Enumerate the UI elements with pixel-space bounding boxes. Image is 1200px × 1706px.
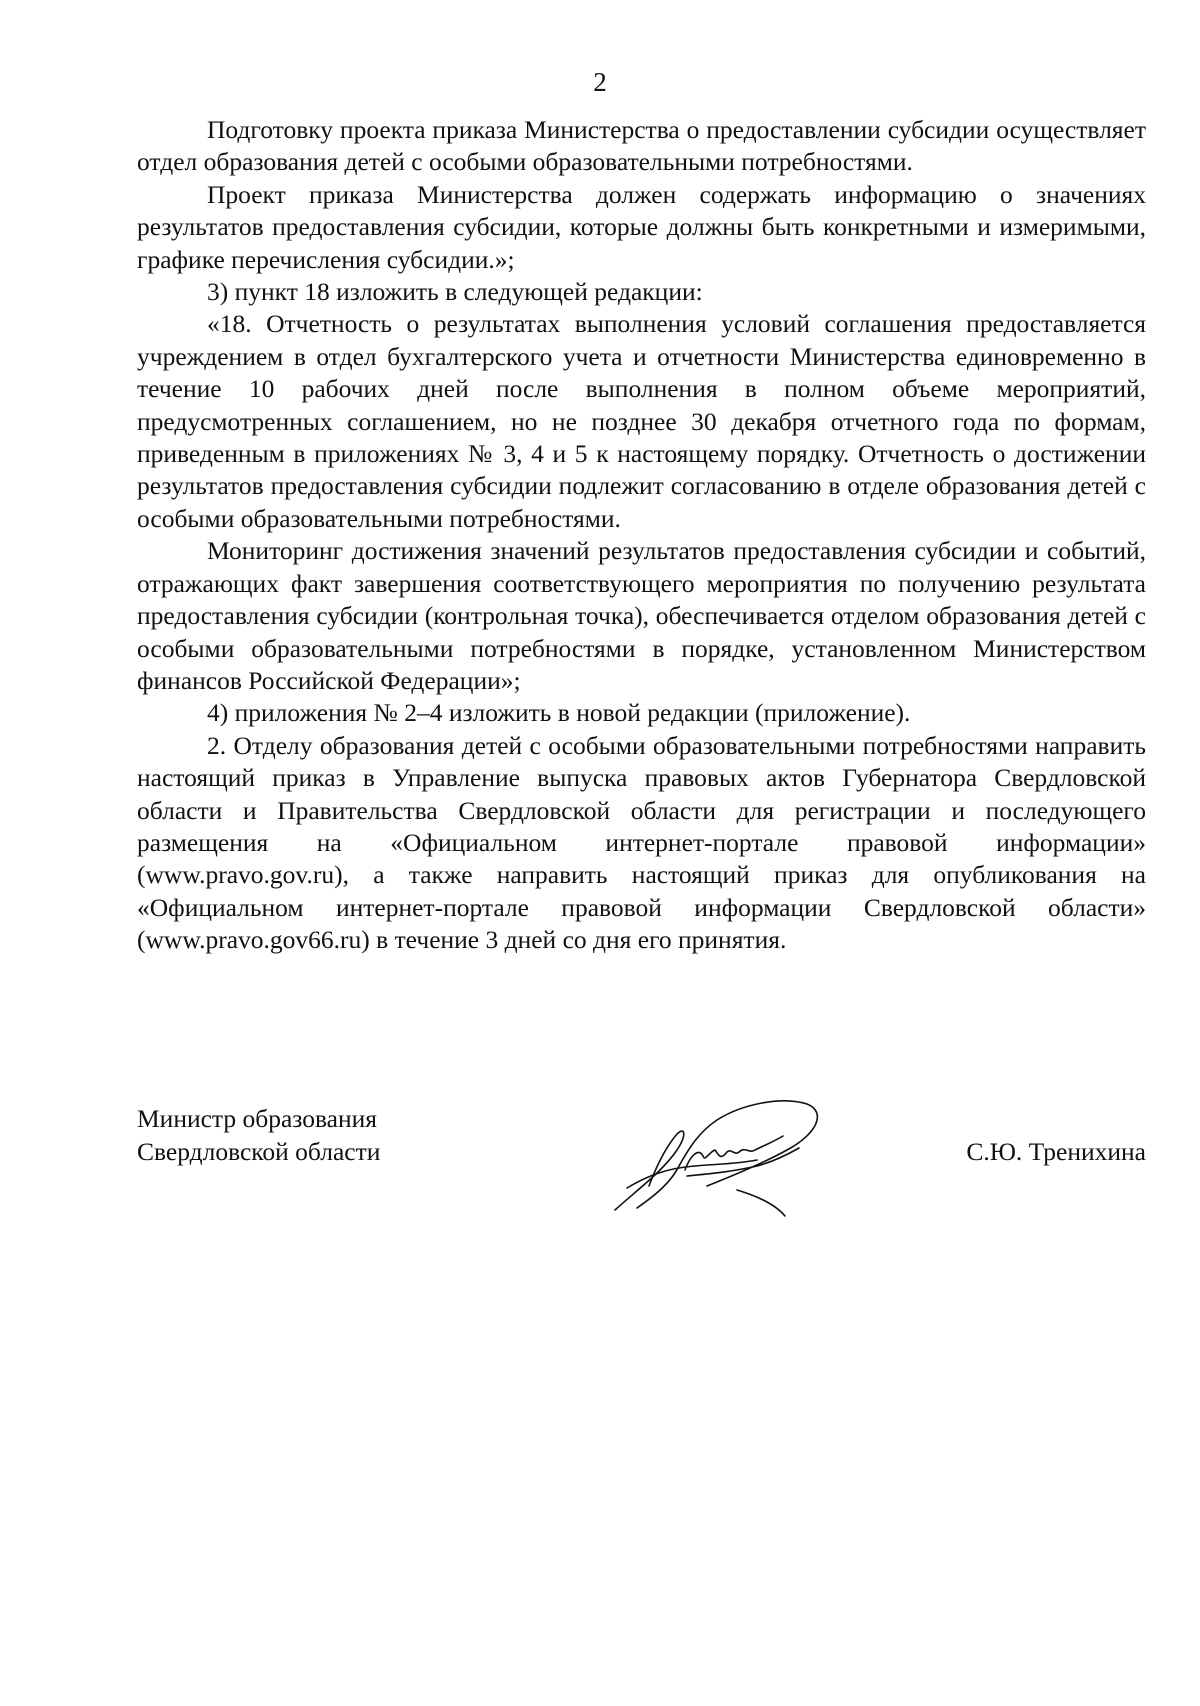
handwritten-signature: [607, 1090, 827, 1220]
signature-block: [137, 1102, 1146, 1222]
signer-name: С.Ю. Тренихина: [966, 1137, 1146, 1166]
paragraph: 3) пункт 18 изложить в следующей редакции:: [207, 277, 703, 307]
signer-title-line: Свердловской области: [137, 1137, 381, 1166]
page-number: 2: [593, 67, 607, 97]
paragraph: «18. Отчетность о результатах выполнения условий соглашения предоставляется учреждением в отдел бухгалтерского учета и отчетности Министерства единовременно в течение 10 рабочих дней после выполнения в полном объеме мероприятий, предусмотренных соглашением, но не позднее 30 декабря отчетного года по формам, приведенным в приложениях № 3, 4 и 5 к настоящему порядку. Отчетность о достижении результатов предоставления субсидии подлежит согласованию в отделе образования детей с особыми образовательными потребностями.: [137, 309, 1146, 533]
document-body: [137, 114, 1146, 957]
paragraph: 4) приложения № 2–4 изложить в новой редакции (приложение).: [207, 698, 911, 728]
paragraph: Подготовку проекта приказа Министерства о предоставлении субсидии осуществляет отдел образования детей с особыми образовательными потребностями.: [137, 115, 1146, 177]
signer-title-line: Министр образования: [137, 1104, 378, 1133]
paragraph: Мониторинг достижения значений результатов предоставления субсидии и событий, отражающих факт завершения соответствующего мероприятия по получению результата предоставления субсидии (контрольная точка), обеспечивается отделом образования детей с особыми образовательными потребностями в порядке, установленном Министерством финансов Российской Федерации»;: [137, 536, 1146, 695]
paragraph: Проект приказа Министерства должен содержать информацию о значениях результатов предоставления субсидии, которые должны быть конкретными и измеримыми, графике перечисления субсидии.»;: [137, 179, 1146, 274]
paragraph: 2. Отделу образования детей с особыми образовательными потребностями направить настоящий приказ в Управление выпуска правовых актов Губернатора Свердловской области и Правительства Свердловской области для регистрации и последующего размещения на «Официальном интернет-портале правовой информации» (www.pravo.gov.ru), а также направить настоящий приказ для опубликования на «Официальном интернет-портале правовой информации Свердловской области» (www.pravo.gov66.ru) в течение 3 дней со дня его принятия.: [137, 730, 1146, 955]
signer-title: [137, 1102, 380, 1168]
